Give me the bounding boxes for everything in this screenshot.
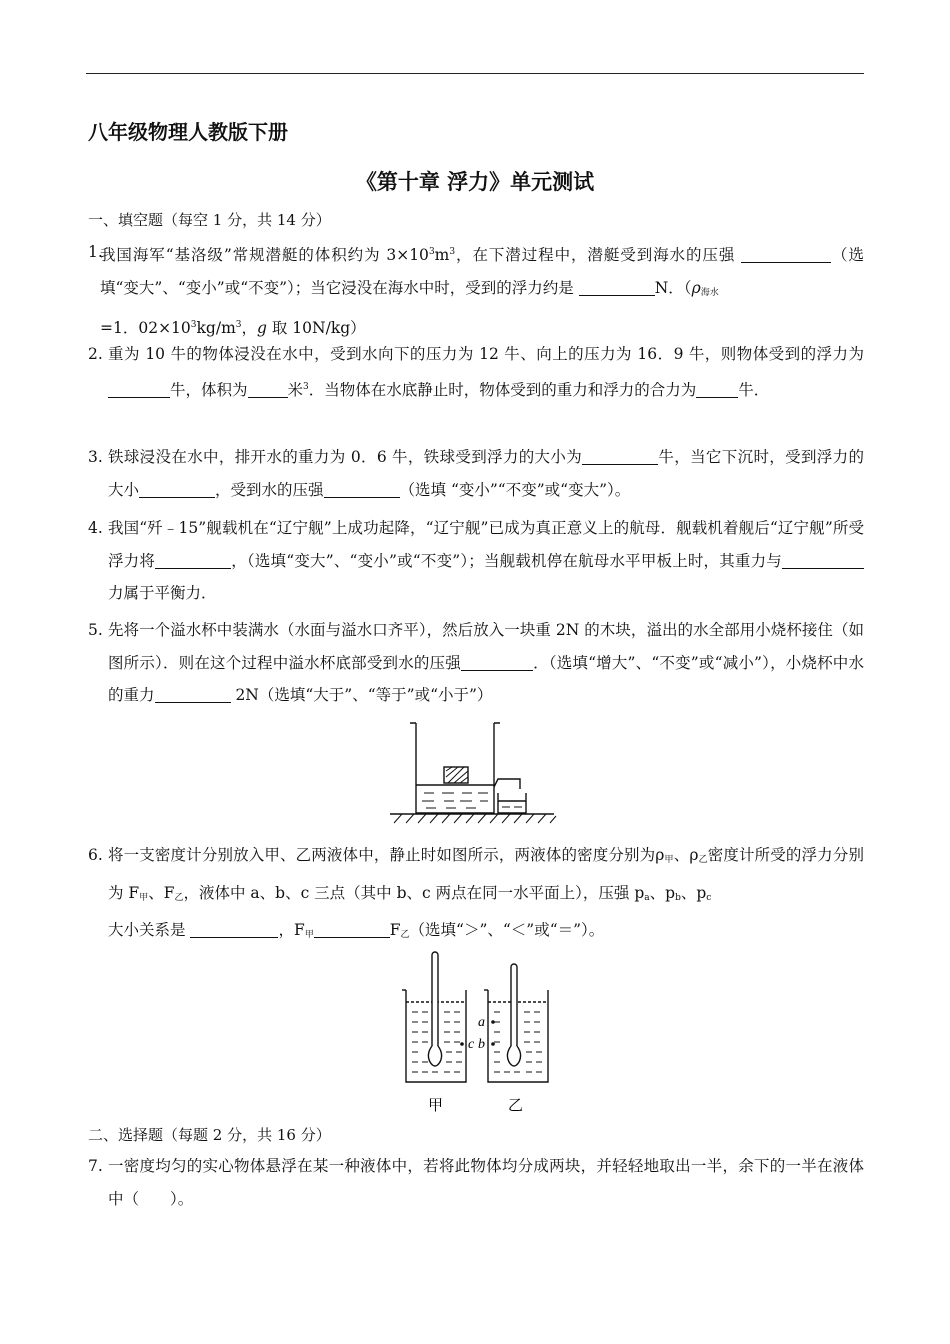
answer-blank[interactable] [741, 245, 831, 263]
q-text: 力属于平衡力． [108, 584, 217, 602]
q-text: 大小关系是 [108, 921, 186, 939]
q-sub: 海水 [700, 287, 719, 298]
point-b-label: b [478, 1037, 485, 1052]
q-sup: 3 [428, 247, 435, 257]
hydrometer-figure [400, 950, 560, 1116]
question-number: 5. [88, 621, 103, 639]
question-number: 3. [88, 448, 103, 466]
q-text: 、p [680, 883, 707, 902]
answer-blank[interactable] [190, 920, 278, 938]
q-text: kg/m [196, 319, 236, 337]
answer-blank[interactable] [248, 380, 288, 398]
q-text: ，（选填“变大”、“变小”或“不变”）；当舰载机停在航母水平甲板上时，其重力与 [231, 551, 782, 570]
q-text: 我国“歼﹣15”舰载机在“辽宁舰”上成功起降，“辽宁舰”已成为真正意义上的航母．舰载机着舰后“辽宁舰”所受浮力将 [108, 519, 864, 570]
q-text: 我国海军“基洛级”常规潜艇的体积约为 3×10 [100, 246, 429, 264]
q-sup: 3 [449, 247, 456, 257]
page-title: 《第十章 浮力》单元测试 [355, 170, 595, 194]
answer-blank[interactable] [314, 920, 390, 938]
point-c-label: c [468, 1037, 475, 1052]
q-text: 牛，体积为 [170, 380, 248, 399]
q-sub: 乙 [400, 930, 410, 940]
q-text: 重为 10 牛的物体浸没在水中，受到水向下的压力为 12 牛、向上的压力为 16．9 牛，则物体受到的浮力为 [108, 345, 864, 363]
q-sup: 3 [235, 320, 242, 330]
q-text: F [389, 921, 401, 939]
question-6 [88, 839, 864, 952]
q-text: ，受到水的压强 [215, 480, 324, 499]
q-text: N．（ [654, 278, 692, 297]
question-number: 2. [88, 345, 103, 363]
q-text: 米 [287, 380, 304, 399]
answer-blank[interactable] [324, 480, 400, 498]
q-sub: c [706, 892, 712, 903]
q-sub: 甲 [139, 892, 149, 903]
q-sub: 乙 [698, 855, 708, 865]
q-text: （选填 “变小”“不变”或“变大”）。 [399, 480, 631, 499]
answer-blank[interactable] [461, 653, 533, 671]
point-a-label: a [478, 1015, 485, 1030]
q-text: 铁球浸没在水中，排开水的重力为 0．6 牛，铁球受到浮力的大小为 [108, 448, 583, 466]
question-4 [88, 512, 864, 610]
q-sub: a [644, 892, 650, 903]
q-text: ，F [278, 921, 305, 939]
q-text: 、p [649, 883, 676, 902]
question-1 [88, 236, 864, 345]
q-text: 、ρ [673, 846, 699, 864]
answer-blank[interactable] [139, 480, 215, 498]
question-5 [88, 614, 864, 712]
answer-blank[interactable] [579, 278, 655, 296]
q-text: ，在下潜过程中，潜艇受到海水的压强 [455, 246, 736, 264]
q-text: 一密度均匀的实心物体悬浮在某一种液体中，若将此物体均分成两块，并轻轻地取出一半，余下的一半在液体中（ ）。 [108, 1157, 864, 1208]
question-number: 1. [88, 243, 103, 261]
q-text: =1．02×10 [100, 319, 191, 337]
question-7 [88, 1150, 864, 1215]
q-sub: 甲 [664, 855, 674, 865]
header-rule [86, 73, 864, 74]
question-number: 6. [88, 846, 103, 864]
q-text: 2N（选填“大于”、“等于”或“小于”） [230, 686, 493, 704]
q-text: 牛． [738, 380, 770, 399]
answer-blank[interactable] [155, 685, 231, 703]
answer-blank[interactable] [155, 551, 231, 569]
q-text: 先将一个溢水杯中装满水（水面与溢水口齐平），然后放入一块重 2N 的木块，溢出的水全部用小烧杯接住（如图所示）．则在这个过程中溢水杯底部受到水的压强 [108, 621, 864, 672]
q-sub: b [675, 892, 681, 903]
q-sub: 甲 [304, 930, 314, 940]
q-text: ．当物体在水底静止时，物体受到的重力和浮力的合力为 [308, 380, 697, 399]
answer-blank[interactable] [582, 447, 658, 465]
q-sup: 3 [303, 381, 309, 392]
q-text: 牛，当它下沉时，受到浮力的大小 [108, 448, 864, 499]
answer-blank[interactable] [782, 551, 864, 569]
q-text: （选填“变大”、“变小”或“不变”）；当它浸没在海水中时，受到的浮力约是 [100, 246, 864, 297]
q-text: 、F [148, 883, 175, 902]
question-number: 7. [88, 1157, 103, 1175]
q-text: ，液体中 a、b、c 三点（其中 b、c 两点在同一水平面上），压强 p [183, 883, 645, 902]
answer-blank[interactable] [696, 380, 738, 398]
q-text: 密度计所受的浮力分别为 F [108, 846, 864, 902]
q-sup: 3 [190, 320, 197, 330]
q-text: 取 10N/kg） [266, 319, 366, 337]
g-symbol: g [257, 319, 267, 337]
q-text: 将一支密度计分别放入甲、乙两液体中，静止时如图所示，两液体的密度分别为ρ [108, 846, 665, 864]
q-text: ．（选填“增大”、“不变”或“减小”），小烧杯中水的重力 [108, 653, 864, 704]
label-yi: 乙 [508, 1096, 524, 1114]
question-number: 4. [88, 519, 103, 537]
q-text: ， [241, 319, 258, 337]
answer-blank[interactable] [108, 380, 170, 398]
question-3 [88, 441, 864, 506]
rho-symbol: ρ [691, 278, 701, 297]
label-jia: 甲 [428, 1096, 444, 1114]
overflow-cup-figure [386, 717, 560, 829]
q-sub: 乙 [174, 892, 184, 903]
question-2 [88, 338, 864, 406]
section-heading-choice: 二、选择题（每题 2 分，共 16 分） [88, 1126, 331, 1144]
section-heading-fill: 一、填空题（每空 1 分，共 14 分） [88, 211, 331, 229]
q-text: m [434, 246, 450, 264]
grade-heading: 八年级物理人教版下册 [88, 120, 288, 144]
q-text: （选填“＞”、“＜”或“＝”）。 [409, 921, 605, 939]
